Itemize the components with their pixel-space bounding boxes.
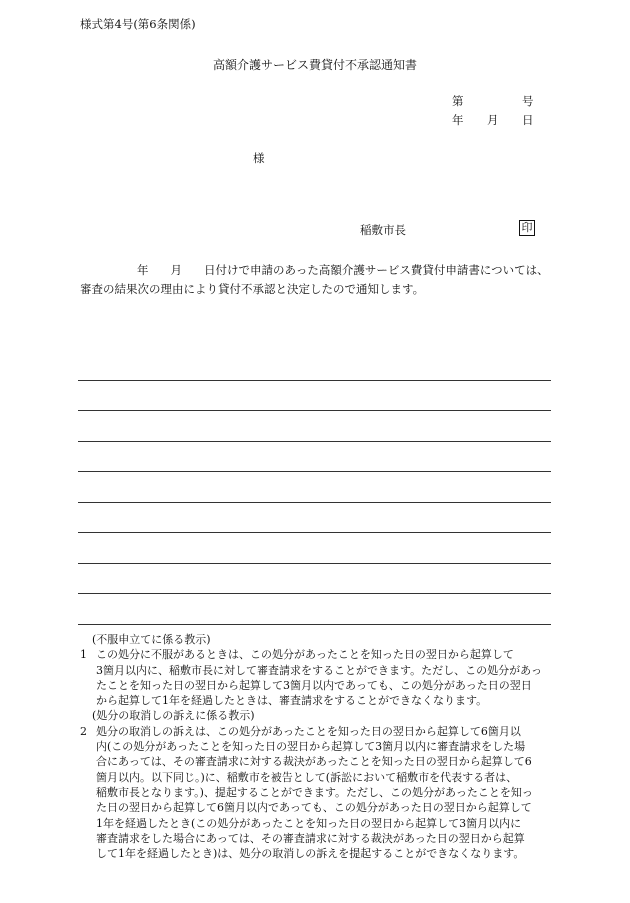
doc-number-prefix: 第 [452, 94, 464, 108]
doc-number-suffix: 号 [522, 94, 534, 108]
issuer-name: 稲敷市長 [360, 223, 406, 237]
body-line-1 [80, 262, 549, 278]
reason-line-1 [78, 380, 551, 381]
body-year-label: 年 [137, 263, 149, 277]
lawsuit-notice: 2 処分の取消しの訴えは、この処分があったことを知った日の翌日から起算して6箇月以 内(この処分があったことを知った日の翌日から起算して3箇月以内に審査請求をした場 合にあっては、その審査請求に対する裁決があったことを知った日の翌日から起算して6 箇月以内。以下同じ。)に、稲敷市を被告として(訴訟において稲敷市を代表する者は、 稲敷市長となります。)、提起することができます。ただし、この処分があったことを知っ た日の翌日から起算して6箇月以内であっても、この処分があった日の翌日から起算して 1年を経過したとき(この処分があったことを知った日の翌日から起算して3箇月以内に 審査請求をした場合にあっては、その審査請求に対する裁決があった日の翌日から起算 して1年を経過したとき)は、処分の取消しの訴えを提起することができなくなります。 [80, 724, 533, 861]
appeal-notice: 1 この処分に不服があるときは、この処分があったことを知った日の翌日から起算して 3箇月以内に、稲敷市長に対して審査請求をすることができます。ただし、この処分があっ たことを知った日の翌日から起算して3箇月以内であっても、この処分があった日の翌日 から起算して1年を経過したときは、審査請求をすることができなくなります。 [80, 648, 543, 708]
body-line-2: 審査の結果次の理由により貸付不承認と決定したので通知します。 [80, 282, 425, 296]
lawsuit-item-number: 2 [80, 724, 87, 738]
form-number: 様式第4号(第6条関係) [80, 17, 196, 31]
reason-line-5 [78, 502, 551, 503]
appeal-item-number: 1 [80, 648, 87, 662]
date-year-label: 年 [452, 113, 464, 127]
date-month-label: 月 [487, 113, 499, 127]
reason-line-3 [78, 441, 551, 442]
reason-line-7 [78, 563, 551, 564]
document-title: 高額介護サービス費貸付不承認通知書 [212, 58, 417, 72]
notice-section [80, 632, 560, 861]
body-month-label: 月 [170, 263, 182, 277]
reason-line-4 [78, 471, 551, 472]
reason-line-6 [78, 532, 551, 533]
date-day-label: 日 [522, 113, 534, 127]
reason-line-2 [78, 410, 551, 411]
appeal-heading: (不服申立てに係る教示) [92, 633, 211, 646]
recipient-honorific: 様 [253, 151, 265, 165]
reason-line-9 [78, 624, 551, 625]
seal-stamp: 印 [519, 220, 535, 236]
body-line-1-text: 日付けで申請のあった高額介護サービス費貸付申請書については、 [204, 263, 549, 277]
reason-line-8 [78, 593, 551, 594]
lawsuit-heading: (処分の取消しの訴えに係る教示) [92, 709, 255, 723]
